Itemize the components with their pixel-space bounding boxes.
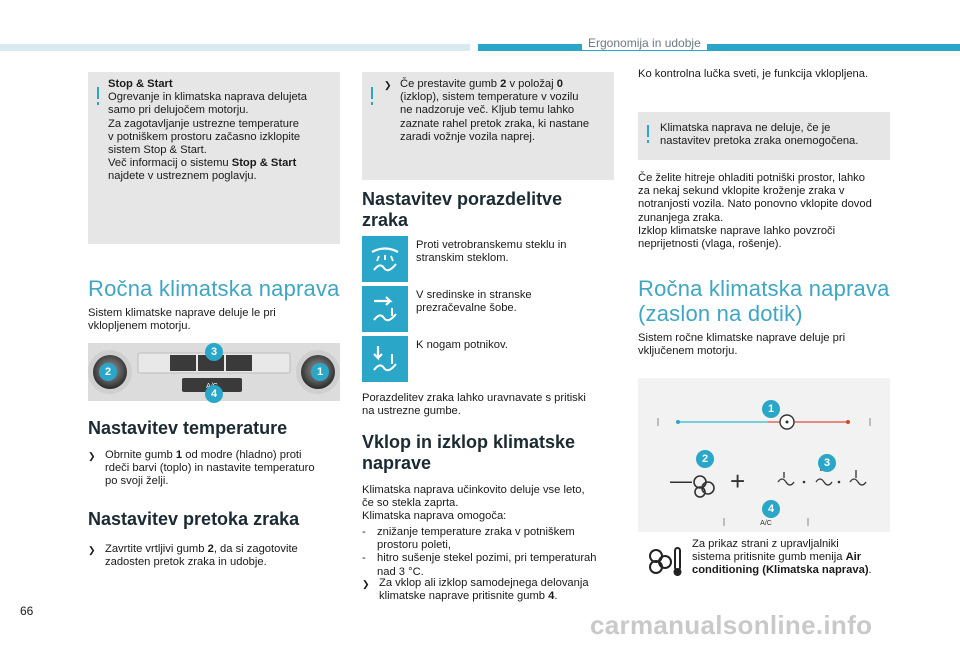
header-bar [0, 44, 960, 51]
badge-4: 4 [205, 385, 223, 403]
screen-minus: — [670, 468, 692, 493]
ac-toggle-title: Vklop in izklop klimatske [362, 432, 576, 452]
badge-4: 4 [762, 500, 780, 518]
control-panel-image [88, 343, 340, 401]
badge-2: 2 [99, 363, 117, 381]
bullet-icon: ❯ [88, 545, 96, 555]
menu-instruction: Za prikaz strani z upravljalniki sistema pritisnite gumb menija Air conditioning (Klimatska naprava). [692, 538, 872, 577]
page-number: 66 [20, 604, 34, 618]
screen-plus: + [730, 466, 746, 496]
screen-ac-label: A/C [760, 520, 772, 527]
stop-start-note: Stop & Start Ogrevanje in klimatska naprava delujeta samo pri delujočem motorju. Za zagotavljanje ustrezne temperature v potniškem prostoru začasno izklopite sistem Stop & Start. Več informacij o sistemu Stop & Start najdete v ustreznem poglavju. [88, 72, 340, 244]
distribution-title: Nastavitev porazdelitve [362, 189, 563, 209]
ac-menu-icon [646, 544, 690, 580]
temp-title: Nastavitev temperature [88, 418, 288, 438]
indicator-note: Ko kontrolna lučka sveti, je funkcija vklopljena. [638, 68, 869, 80]
feet-vent-icon [362, 336, 408, 382]
manual-ac-title: Ročna klimatska naprava [88, 276, 340, 301]
section-title: Ergonomija in udobje [582, 36, 707, 50]
cooling-text: Če želite hitreje ohladiti potniški prostor, lahko za nekaj sekund vklopite kroženje zraka v notranjosti vozila. Nato ponovno vklopite dovod zunanjega zraka. Izklop klimatske naprave lahko povzroči neprijetnosti (vlaga, rošenje). [638, 172, 872, 251]
bullet-icon: ❯ [384, 80, 392, 90]
ac-list: - znižanje temperature zraka v potniškem prostoru poleti, - hitro sušenje stekel pozimi, pri temperaturah nad 3 °C. [362, 526, 597, 578]
badge-3: 3 [205, 343, 223, 361]
header-bar-right [478, 44, 960, 51]
note-marker [647, 125, 649, 137]
badge-3: 3 [818, 454, 836, 472]
badge-1: 1 [762, 400, 780, 418]
touchscreen-ac-title: Ročna klimatska naprava [638, 276, 890, 301]
badge-1: 1 [311, 363, 329, 381]
note-heading: Stop & Start [108, 78, 173, 90]
header-bar-left [0, 44, 470, 51]
note-marker [97, 87, 99, 99]
watermark: carmanualsonline.info [590, 610, 873, 640]
badge-2: 2 [696, 450, 714, 468]
touchscreen-image [638, 378, 890, 532]
note-marker [371, 87, 373, 99]
bullet-icon: ❯ [88, 451, 96, 461]
list-item: - znižanje temperature zraka v potniškem [362, 526, 575, 538]
windscreen-icon [362, 236, 408, 282]
flow-disabled-note: Klimatska naprava ne deluje, če je nastavitev pretoka zraka onemogočena. [638, 112, 890, 160]
flow-title: Nastavitev pretoka zraka [88, 509, 300, 529]
bullet-icon: ❯ [362, 579, 370, 589]
knob-off-note: ❯ Če prestavite gumb 2 v položaj 0 (izklop), sistem temperature v vozilu ne nadzoruje več. Kljub temu lahko zaznate rahel pretok zraka, ki nastane zaradi vožnje vozila naprej. [362, 72, 614, 180]
face-vent-icon [362, 286, 408, 332]
list-item: - hitro sušenje stekel pozimi, pri temperaturah [362, 552, 597, 565]
